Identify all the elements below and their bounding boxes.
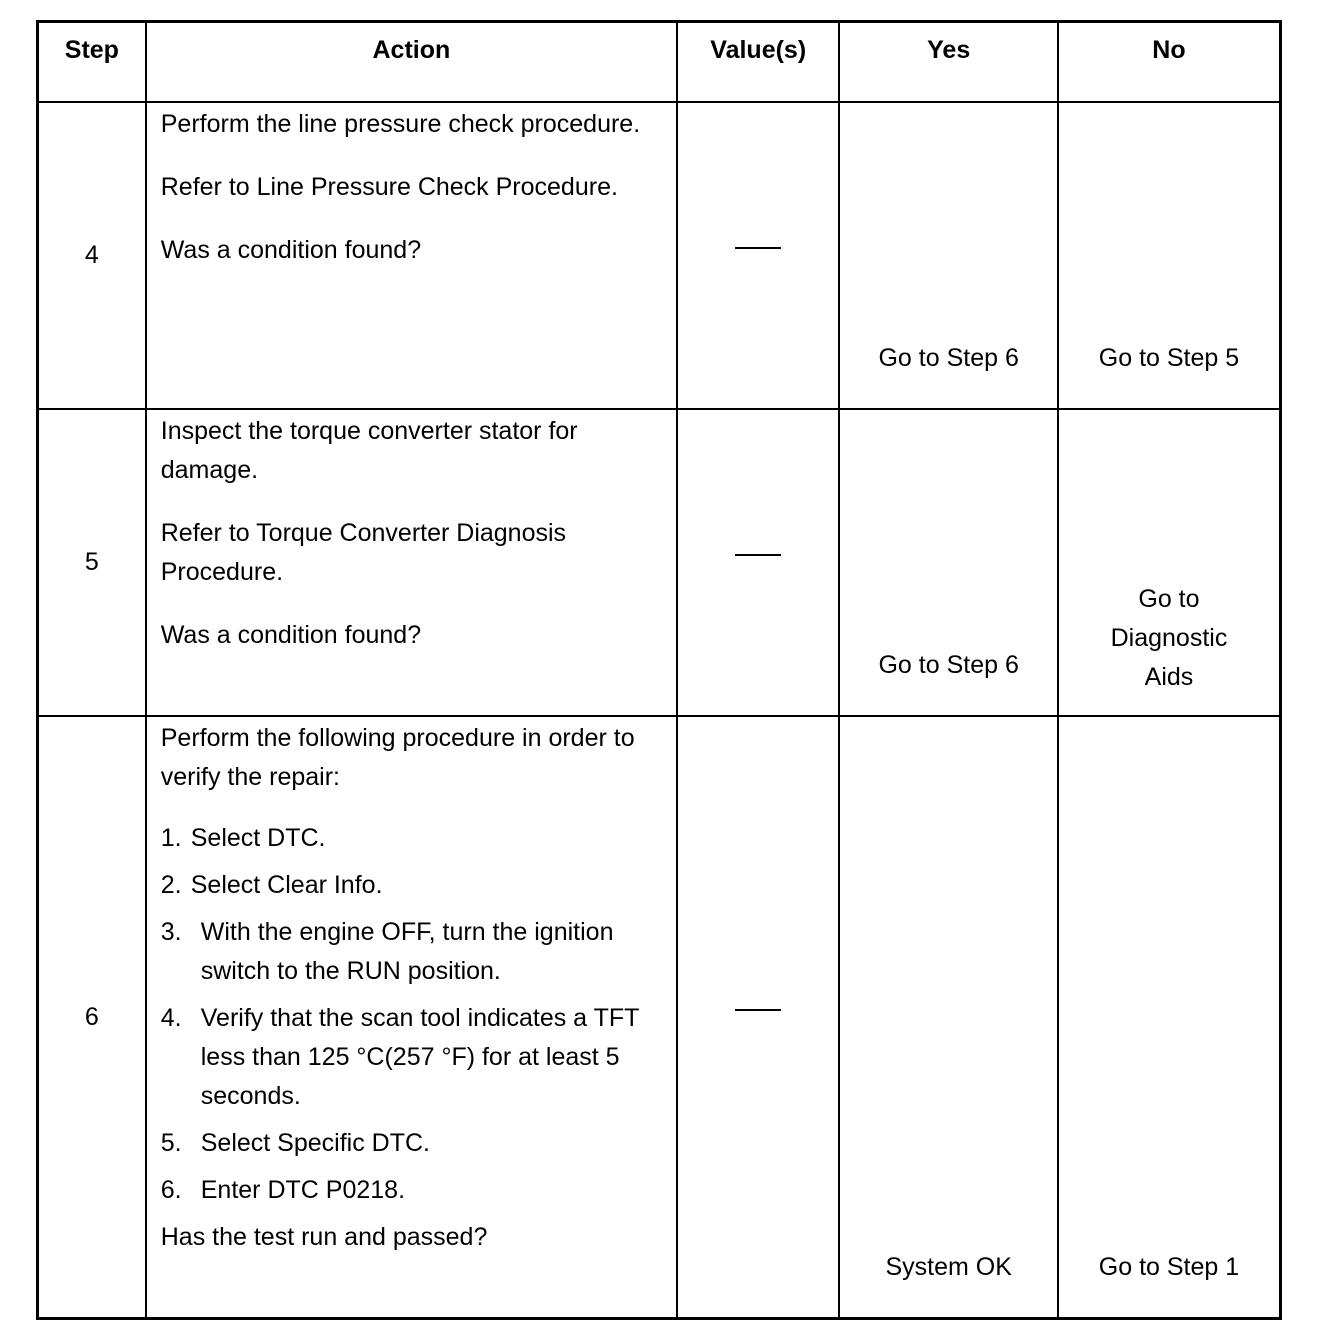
value-cell	[677, 409, 839, 716]
no-cell: Go to Step 5	[1058, 102, 1281, 409]
action-text: Refer to Line Pressure Check Procedure.	[160, 173, 618, 201]
value-cell	[677, 102, 839, 409]
header-row	[38, 22, 1281, 103]
list-item: 2. Select Clear Info.	[160, 871, 383, 899]
table-row-step-6	[38, 716, 1281, 1319]
action-intro: Perform the following procedure in order to verify the repair:	[160, 724, 635, 791]
action-cell	[146, 409, 677, 716]
action-cell	[146, 102, 677, 409]
value-dash	[735, 554, 781, 556]
yes-cell: Go to Step 6	[839, 102, 1058, 409]
header-action: Action	[146, 22, 677, 103]
list-item: 3. With the engine OFF, turn the ignition switch to the RUN position.	[160, 918, 614, 985]
no-cell	[1058, 409, 1281, 716]
action-text: Refer to Torque Converter Diagnosis Procedure.	[160, 519, 567, 586]
diagnostic-table	[36, 20, 1282, 1320]
step-number: 6	[38, 716, 146, 1319]
action-text: Inspect the torque converter stator for damage.	[160, 417, 578, 484]
value-cell	[677, 716, 839, 1319]
list-item: 6. Enter DTC P0218.	[160, 1176, 406, 1204]
list-item: 4. Verify that the scan tool indicates a TFT less than 125 °C(257 °F) for at least 5 seconds.	[160, 1004, 639, 1110]
list-item: 1. Select DTC.	[160, 824, 326, 852]
action-question: Was a condition found?	[160, 621, 422, 649]
action-text: Perform the line pressure check procedure.	[160, 110, 641, 138]
list-item: 5. Select Specific DTC.	[160, 1129, 430, 1157]
yes-cell: System OK	[839, 716, 1058, 1319]
table-row-step-5	[38, 409, 1281, 716]
header-no: No	[1058, 22, 1281, 103]
header-step: Step	[38, 22, 146, 103]
yes-cell: Go to Step 6	[839, 409, 1058, 716]
header-values: Value(s)	[677, 22, 839, 103]
no-cell-text: Go to Diagnostic Aids	[1110, 585, 1228, 691]
action-question: Was a condition found?	[160, 236, 422, 264]
step-number: 5	[38, 409, 146, 716]
action-cell	[146, 716, 677, 1319]
no-cell: Go to Step 1	[1058, 716, 1281, 1319]
header-yes: Yes	[839, 22, 1058, 103]
table-row-step-4	[38, 102, 1281, 409]
value-dash	[735, 247, 781, 249]
procedure-list	[161, 819, 666, 1210]
step-number: 4	[38, 102, 146, 409]
value-dash	[735, 1009, 781, 1011]
action-question: Has the test run and passed?	[160, 1223, 488, 1251]
